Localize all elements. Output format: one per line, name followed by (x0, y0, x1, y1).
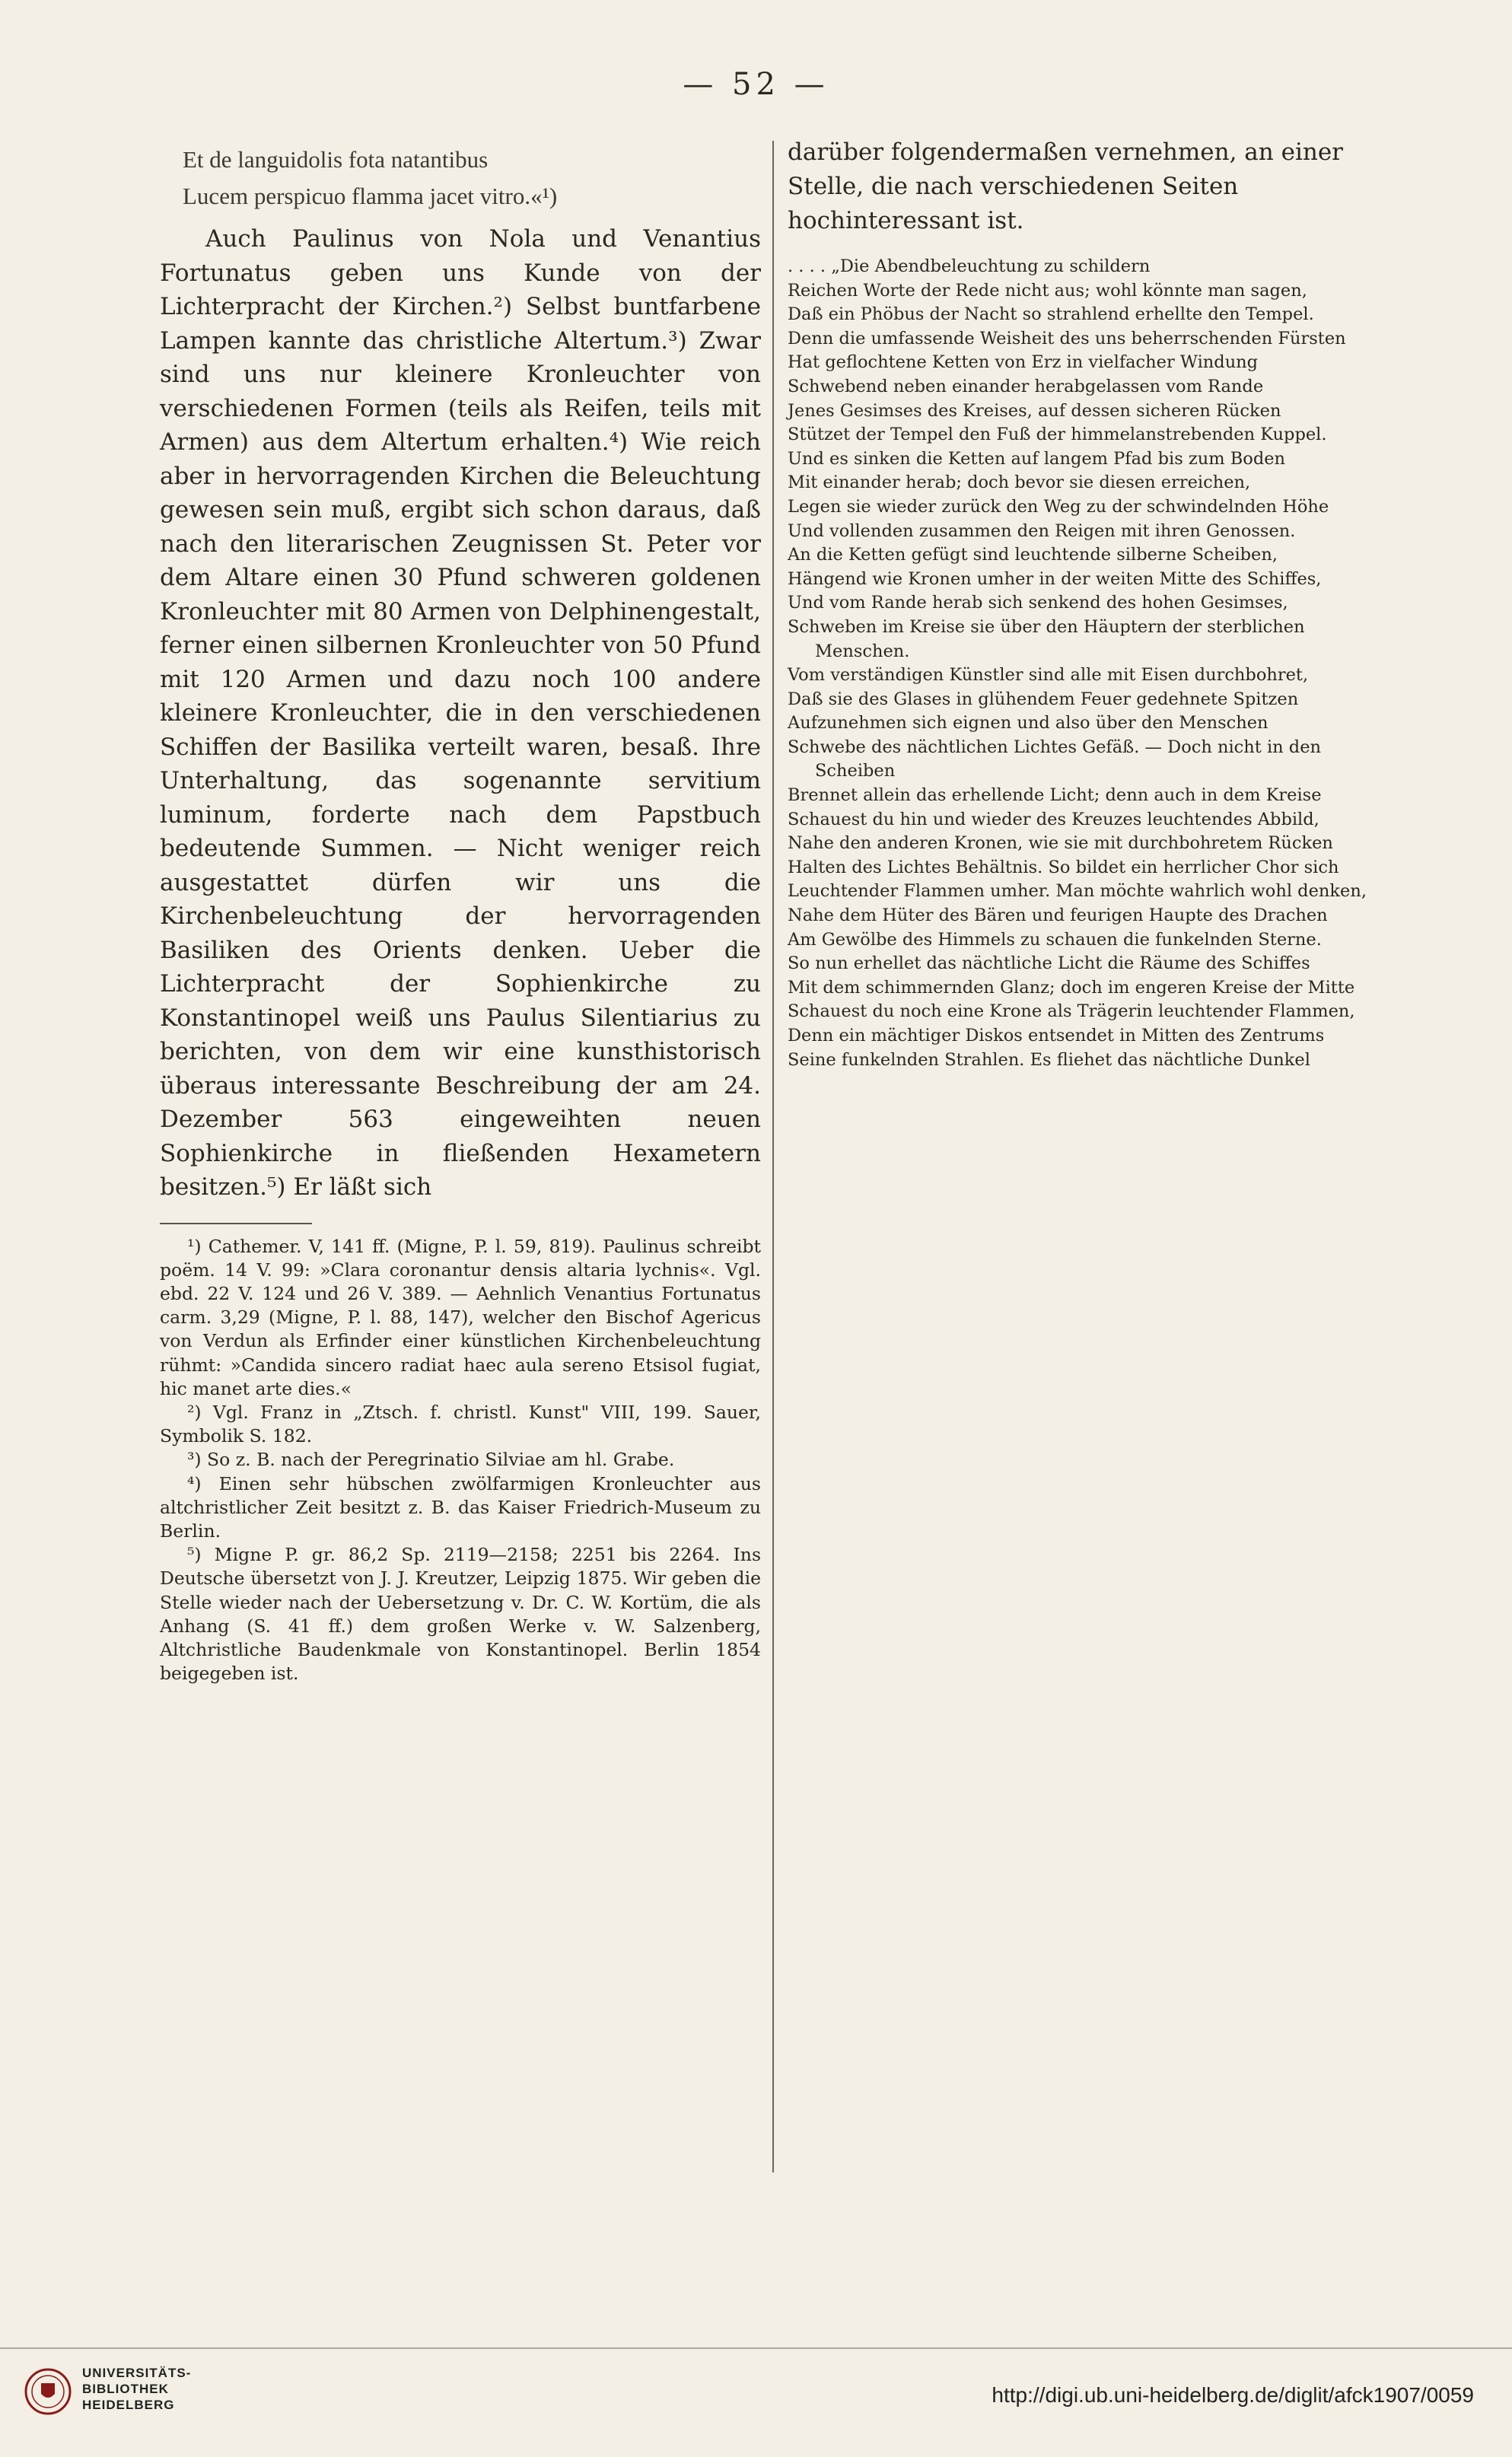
right-column (788, 135, 1396, 1072)
verse-line: Hängend wie Kronen umher in der weiten Mitte des Schiffes, (788, 568, 1322, 589)
verse-line: Vom verständigen Künstler sind alle mit Eisen durchbohret, (788, 665, 1309, 686)
footnote-divider (160, 1223, 312, 1224)
footnote: ¹) Cathemer. V, 141 ff. (Migne, P. l. 59, 819). Paulinus schreibt poëm. 14 V. 99: »Clara coronantur densis altaria lychnis«. Vgl. ebd. 22 V. 124 und 26 V. 389. — Aehnlich Venantius Fortunatus carm. 3,29 (Migne, P. l. 88, 147), welcher den Bischof Agericus von Verdun als Erfinder einer künstlichen Kirchenbeleuchtung rühmt: »Candida sincero radiat haec aula sereno Etsisol fugiat, hic manet arte dies.« (160, 1235, 761, 1399)
footnote: ³) So z. B. nach der Peregrinatio Silviae am hl. Grabe. (187, 1449, 675, 1471)
verse-line: Denn die umfassende Weisheit des uns beherrschenden Fürsten (788, 328, 1346, 348)
verse-line: Und es sinken die Ketten auf langem Pfad bis zum Boden (788, 448, 1286, 469)
verse-line: Denn ein mächtiger Diskos entsendet in Mitten des Zentrums (788, 1026, 1325, 1045)
page-number: — 52 — (683, 67, 829, 102)
verse-line: Aufzunehmen sich eignen und also über den Menschen (788, 713, 1268, 734)
verse-line: Nahe den anderen Kronen, wie sie mit durchbohretem Rücken (788, 833, 1333, 854)
verse-line: Legen sie wieder zurück den Weg zu der schwindelnden Höhe (788, 496, 1329, 517)
footnote: ⁴) Einen sehr hübschen zwölfarmigen Kronleuchter aus altchristlicher Zeit besitzt z. B. das Kaiser Friedrich-Museum zu Berlin. (160, 1472, 761, 1542)
verse-line: Stützet der Tempel den Fuß der himmelanstrebenden Kuppel. (788, 425, 1327, 445)
verse-line: Und vom Rande herab sich senkend des hohen Gesimses, (788, 593, 1288, 613)
footer-divider (0, 2347, 1512, 2349)
column-divider (772, 141, 774, 2172)
library-name-line: BIBLIOTHEK (82, 2382, 169, 2396)
body-paragraph: Auch Paulinus von Nola und Venantius Fortunatus geben uns Kunde von der Lichterpracht der Kirchen.²) Selbst buntfarbene Lampen kannte das christliche Altertum.³) Zwar sind uns nur kleinere Kronleuchter von verschiedenen Formen (teils als Reifen, teils mit Armen) aus dem Altertum erhalten.⁴) Wie reich aber in hervorragenden Kirchen die Beleuchtung gewesen sein muß, ergibt sich schon daraus, daß nach den literarischen Zeugnissen St. Peter vor dem Altare einen 30 Pfund schweren goldenen Kronleuchter mit 80 Armen von Delphinengestalt, ferner einen silbernen Kronleuchter von 50 Pfund mit 120 Armen und dazu noch 100 andere kleinere Kronleuchter, die in den verschiedenen Schiffen der Basilika verteilt waren, besaß. Ihre Unterhaltung, das sogenannte servitium luminum, forderte nach dem Papstbuch bedeutende Summen. — Nicht weniger reich ausgestattet dürfen wir uns die Kirchenbeleuchtung der hervorragenden Basiliken des Orients denken. Ueber die Lichterpracht der Sophienkirche zu Konstantinopel weiß uns Paulus Silentiarius zu berichten, von dem wir eine kunsthistorisch überaus interessante Beschreibung der am 24. Dezember 563 eingeweihten neuen Sophienkirche in fließenden Hexametern besitzen.⁵) Er läßt sich (160, 225, 761, 1201)
library-name (82, 2365, 191, 2413)
verse-line: . . . . „Die Abendbeleuchtung zu schildern (788, 256, 1151, 276)
verse-line: Hat geflochtene Ketten von Erz in vielfacher Windung (788, 352, 1259, 373)
verse-line: Nahe dem Hüter des Bären und feurigen Haupte des Drachen (788, 905, 1328, 926)
university-seal-icon (24, 2368, 72, 2415)
verse-line: Halten des Lichtes Behältnis. So bildet ein herrlicher Chor sich (788, 857, 1339, 877)
quote-line: Lucem perspicuo flamma jacet vitro.«¹) (183, 183, 558, 209)
verse-line: Jenes Gesimses des Kreises, auf dessen sicheren Rücken (788, 400, 1281, 421)
verse-line: Leuchtender Flammen umher. Man möchte wahrlich wohl denken, (788, 881, 1367, 902)
verse-line: Schwebe des nächtlichen Lichtes Gefäß. — Doch nicht in den Scheiben (788, 737, 1322, 781)
verse-line: An die Ketten gefügt sind leuchtende silberne Scheiben, (788, 545, 1278, 565)
verse-line: Mit dem schimmernden Glanz; doch im engeren Kreise der Mitte (788, 977, 1355, 998)
verse-line: Schwebend neben einander herabgelassen vom Rande (788, 376, 1264, 396)
quote-line: Et de languidolis fota natantibus (183, 146, 489, 173)
verse-line: Am Gewölbe des Himmels zu schauen die funkelnden Sterne. (788, 929, 1322, 950)
library-name-line: UNIVERSITÄTS- (82, 2366, 192, 2380)
library-name-line: HEIDELBERG (82, 2398, 175, 2412)
intro-paragraph: darüber folgendermaßen vernehmen, an einer Stelle, die nach verschiedenen Seiten hochinteressant ist. (788, 138, 1343, 234)
source-url-link[interactable]: http://digi.ub.uni-heidelberg.de/diglit/afck1907/0059 (992, 2383, 1474, 2407)
footnote: ⁵) Migne P. gr. 86,2 Sp. 2119—2158; 2251 bis 2264. Ins Deutsche übersetzt von J. J. Kreutzer, Leipzig 1875. Wir geben die Stelle wieder nach der Uebersetzung v. Dr. C. W. Kortüm, die als Anhang (S. 41 ff.) dem großen Werke v. W. Salzenberg, Altchristliche Baudenkmale von Konstantinopel. Berlin 1854 beigegeben ist. (160, 1544, 761, 1685)
verse-line: Und vollenden zusammen den Reigen mit ihren Genossen. (788, 520, 1296, 541)
verse-line: Brennet allein das erhellende Licht; denn auch in dem Kreise (788, 785, 1322, 806)
verse-line: Schauest du hin und wieder des Kreuzes leuchtendes Abbild, (788, 809, 1319, 829)
verse-line: Mit einander herab; doch bevor sie diesen erreichen, (788, 473, 1251, 493)
verse-line: So nun erhellet das nächtliche Licht die Räume des Schiffes (788, 953, 1310, 974)
left-column (160, 145, 761, 1685)
verse-line: Seine funkelnden Strahlen. Es fliehet das nächtliche Dunkel (788, 1049, 1310, 1070)
verse-line: Schweben im Kreise sie über den Häuptern der sterblichen Menschen. (788, 616, 1305, 661)
verse-line: Daß ein Phöbus der Nacht so strahlend erhellte den Tempel. (788, 304, 1314, 325)
verse-line: Schauest du noch eine Krone als Trägerin leuchtender Flammen, (788, 1001, 1355, 1022)
footnote: ²) Vgl. Franz in „Ztsch. f. christl. Kunst" VIII, 199. Sauer, Symbolik S. 182. (160, 1401, 761, 1447)
verse-block (788, 255, 1396, 1072)
verse-line: Daß sie des Glases in glühendem Feuer gedehnete Spitzen (788, 689, 1299, 709)
verse-line: Reichen Worte der Rede nicht aus; wohl könnte man sagen, (788, 280, 1307, 301)
